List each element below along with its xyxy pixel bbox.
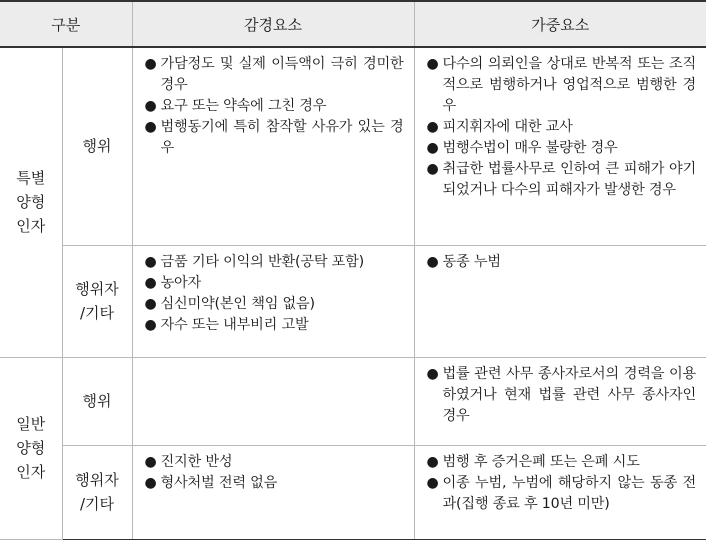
sub-category-actor-other: 행위자 /기타 xyxy=(62,245,132,357)
list-item xyxy=(427,473,697,515)
sub-category-actor-other: 행위자 /기타 xyxy=(62,445,132,539)
list-item xyxy=(145,54,404,96)
bullet-icon: ● xyxy=(426,56,439,72)
list-item xyxy=(145,294,404,315)
list-item-text: 금품 기타 이익의 반환(공탁 포함) xyxy=(160,253,364,270)
mitigating-list xyxy=(132,445,414,539)
bullet-icon: ● xyxy=(426,140,439,156)
list-item-text: 범행수법이 매우 불량한 경우 xyxy=(442,140,618,156)
bullet-icon: ● xyxy=(144,474,157,491)
aggravating-list xyxy=(414,47,706,245)
list-item xyxy=(427,138,697,159)
list-item-text: 범행동기에 특히 참작할 사유가 있는 경우 xyxy=(160,119,404,156)
group-general-factors: 일반 양형 인자 xyxy=(0,357,62,539)
bullet-icon: ● xyxy=(426,474,439,491)
list-item-text: 가담정도 및 실제 이득액이 극히 경미한 경우 xyxy=(160,56,404,93)
bullet-icon: ● xyxy=(144,56,157,72)
list-item-text: 동종 누범 xyxy=(442,253,501,270)
aggravating-list xyxy=(414,245,706,357)
list-item xyxy=(145,473,404,494)
list-item xyxy=(427,117,697,138)
bullet-icon: ● xyxy=(426,253,439,270)
bullet-icon: ● xyxy=(144,453,157,470)
mitigating-list xyxy=(132,245,414,357)
list-item xyxy=(427,159,697,201)
list-item-text: 진지한 반성 xyxy=(160,453,233,470)
header-category: 구분 xyxy=(0,1,132,47)
table-row-special-act xyxy=(0,47,706,245)
bullet-icon: ● xyxy=(144,253,157,270)
bullet-icon: ● xyxy=(144,316,157,333)
bullet-icon: ● xyxy=(144,274,157,291)
list-item-text: 피지휘자에 대한 교사 xyxy=(442,119,573,135)
table-header-row xyxy=(0,1,706,47)
list-item xyxy=(145,315,404,336)
sub-category-act: 행위 xyxy=(62,47,132,245)
header-mitigating: 감경요소 xyxy=(132,1,414,47)
aggravating-list xyxy=(414,357,706,445)
list-item-text: 요구 또는 약속에 그친 경우 xyxy=(160,98,327,114)
table-row-general-actor xyxy=(0,445,706,539)
list-item xyxy=(145,96,404,117)
table-row-general-act xyxy=(0,357,706,445)
list-item-text: 농아자 xyxy=(160,274,202,291)
list-item-text: 법률 관련 사무 종사자로서의 경력을 이용하였거나 현재 법률 관련 사무 종사자인 경우 xyxy=(442,365,697,424)
list-item xyxy=(145,252,404,273)
list-item-text: 다수의 의뢰인을 상대로 반복적 또는 조직적으로 범행하거나 영업적으로 범행한 경우 xyxy=(442,56,697,114)
list-item-text: 취급한 법률사무로 인하여 큰 피해가 야기되었거나 다수의 피해자가 발생한 경우 xyxy=(442,161,697,198)
bullet-icon: ● xyxy=(144,98,157,114)
bullet-icon: ● xyxy=(144,119,157,135)
header-aggravating: 가중요소 xyxy=(414,1,706,47)
list-item xyxy=(145,273,404,294)
list-item xyxy=(427,364,697,427)
bullet-icon: ● xyxy=(426,365,439,382)
list-item xyxy=(427,54,697,117)
list-item-text: 자수 또는 내부비리 고발 xyxy=(160,316,309,333)
list-item-text: 심신미약(본인 책임 없음) xyxy=(160,295,315,312)
mitigating-list xyxy=(132,357,414,445)
sub-category-act: 행위 xyxy=(62,357,132,445)
list-item xyxy=(427,252,697,273)
list-item-text: 형사처벌 전력 없음 xyxy=(160,474,278,491)
list-item-text: 범행 후 증거은폐 또는 은폐 시도 xyxy=(442,453,640,470)
mitigating-list xyxy=(132,47,414,245)
list-item xyxy=(427,452,697,473)
aggravating-list xyxy=(414,445,706,539)
list-item xyxy=(145,117,404,159)
list-item xyxy=(145,452,404,473)
bullet-icon: ● xyxy=(426,453,439,470)
bullet-icon: ● xyxy=(426,161,439,177)
list-item-text: 이종 누범, 누범에 해당하지 않는 동종 전과(집행 종료 후 10년 미만) xyxy=(442,474,697,512)
bullet-icon: ● xyxy=(144,295,157,312)
group-special-factors: 특별 양형 인자 xyxy=(0,47,62,357)
bullet-icon: ● xyxy=(426,119,439,135)
table-row-special-actor xyxy=(0,245,706,357)
